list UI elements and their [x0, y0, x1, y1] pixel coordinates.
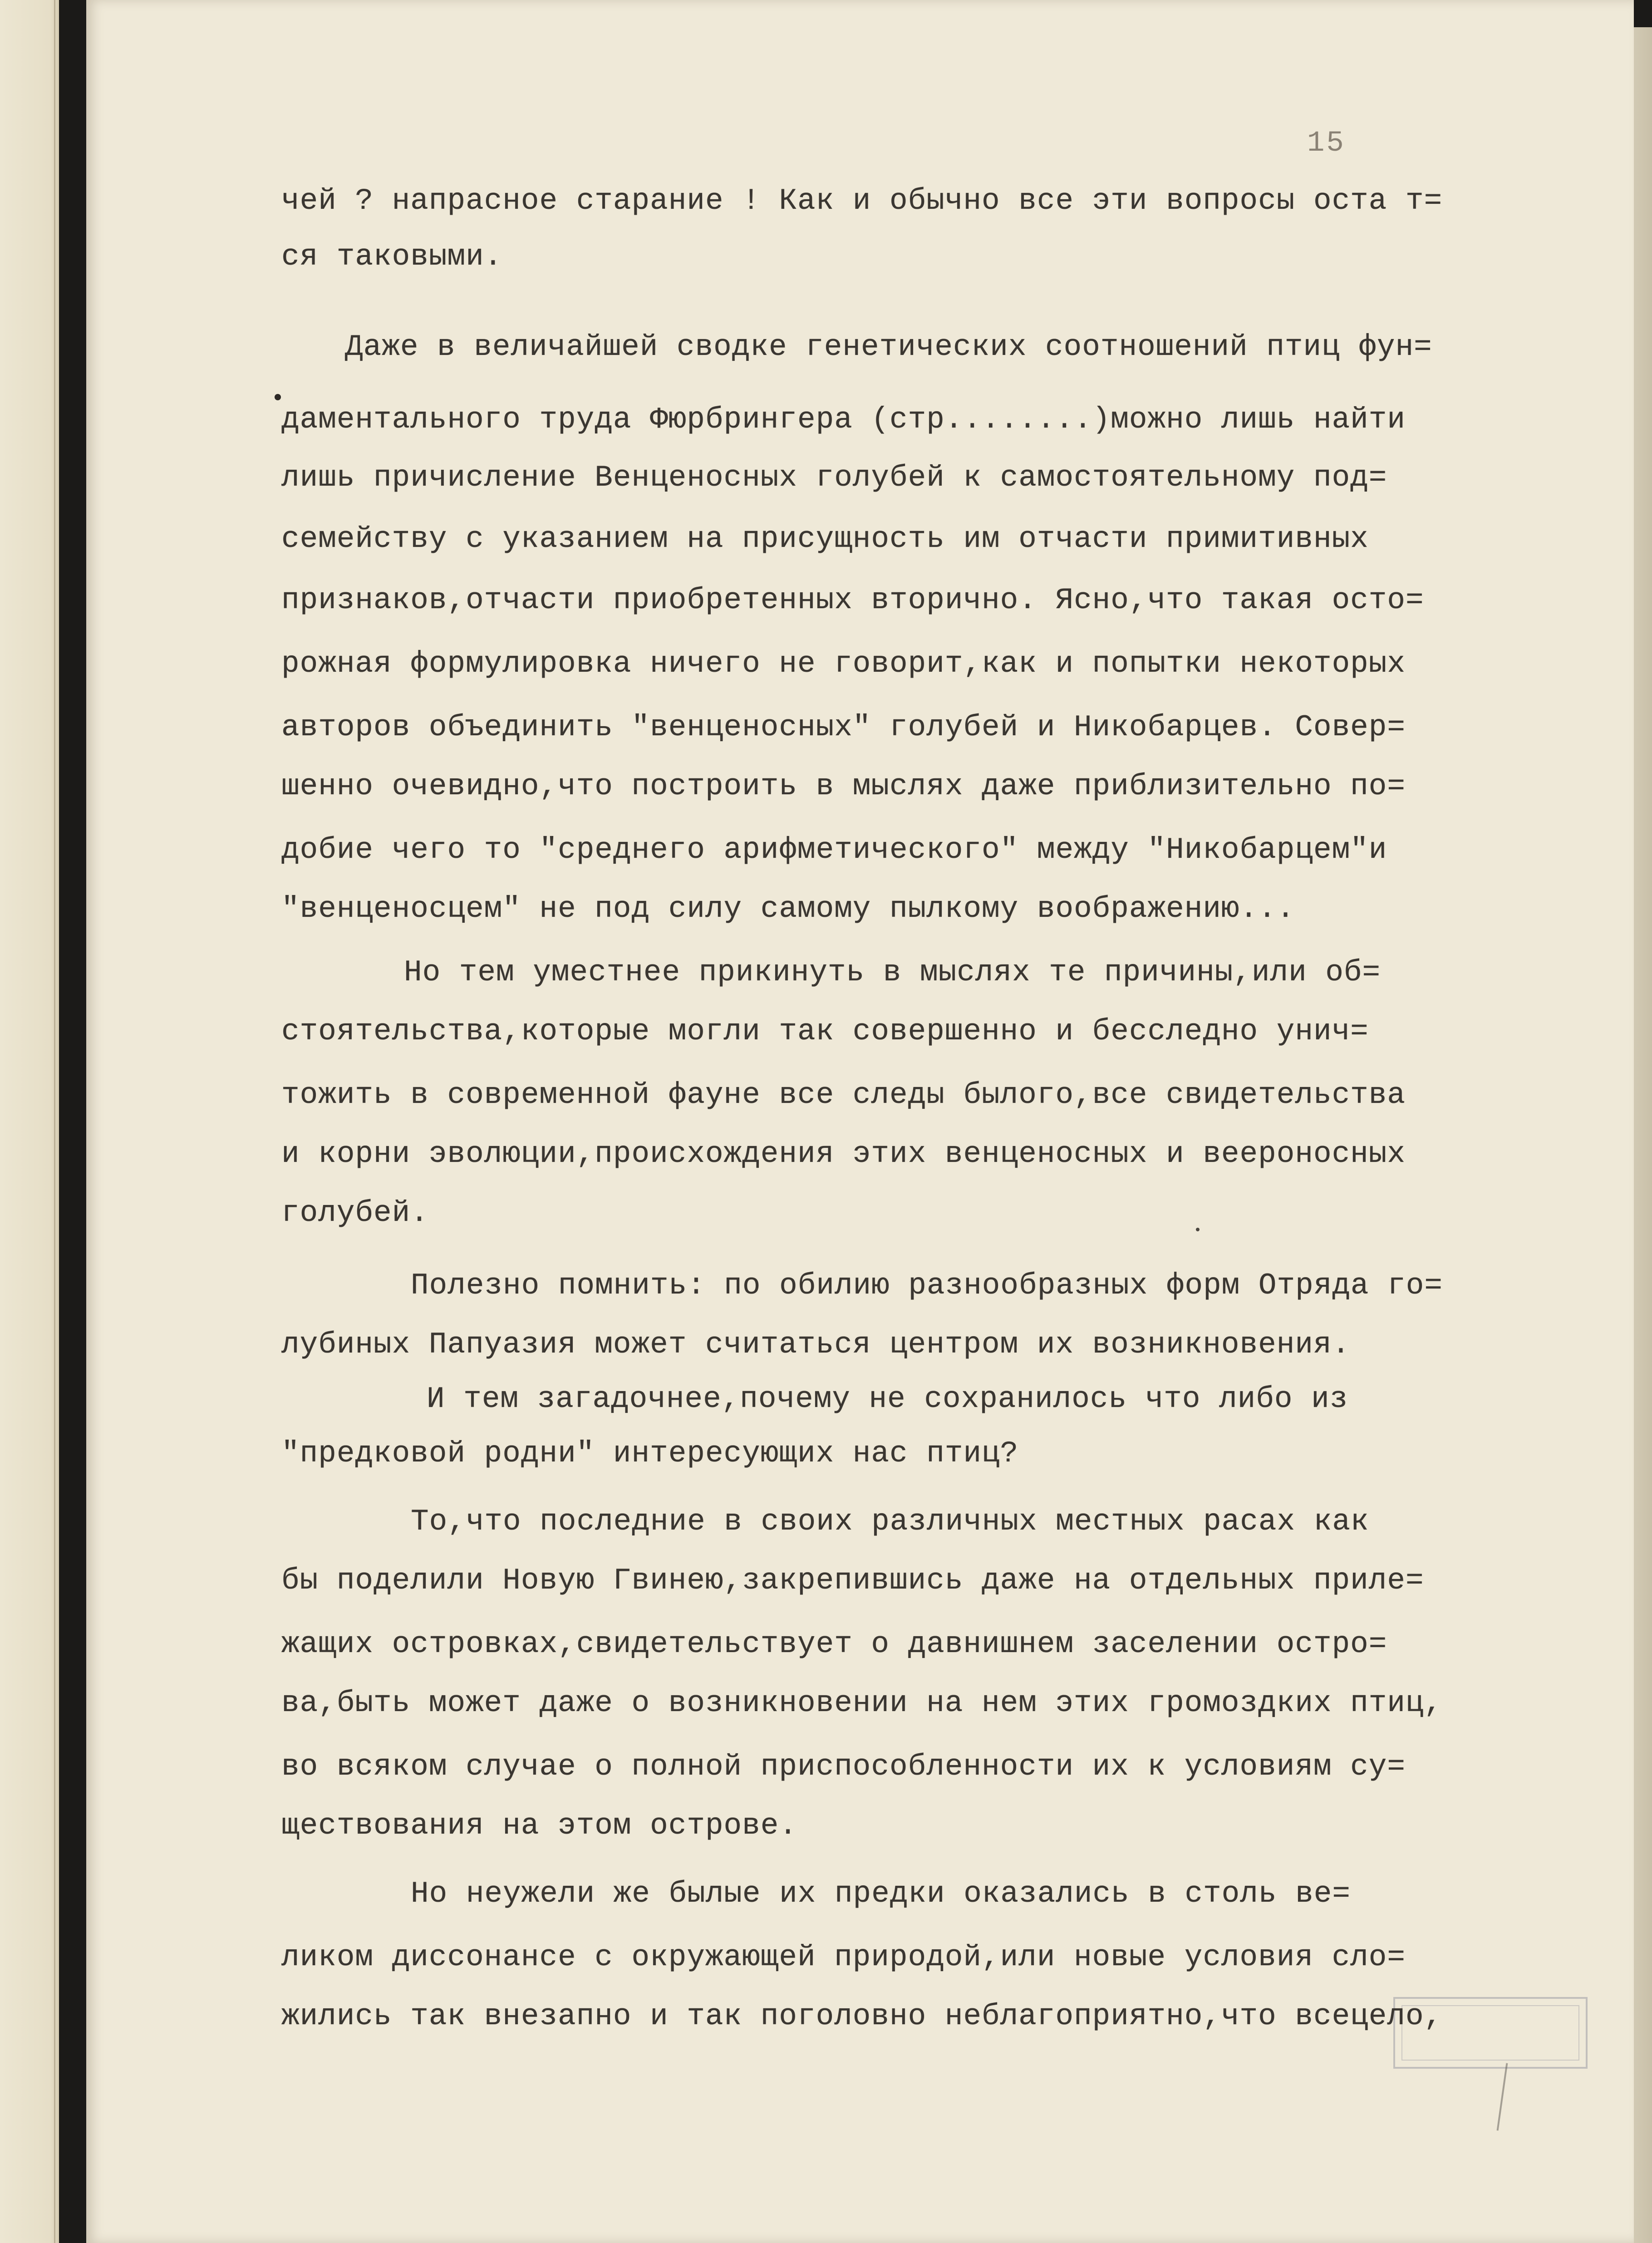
- text-line: Но неужели же былые их предки оказались в столь ве=: [411, 1877, 1351, 1911]
- text-line: рожная формулировка ничего не говорит,как и попытки некоторых: [281, 647, 1406, 681]
- ink-dot-small: [1196, 1228, 1200, 1231]
- text-line: И тем загадочнее,почему не сохранилось что либо из: [427, 1382, 1348, 1416]
- text-line: Полезно помнить: по обилию разнообразных форм Отряда го=: [411, 1269, 1443, 1303]
- text-line: стоятельства,которые могли так совершенно и бесследно унич=: [281, 1014, 1369, 1048]
- text-line: жащих островках,свидетельствует о давнишнем заселении остро=: [281, 1627, 1387, 1661]
- text-line: добие чего то "среднего арифметического" между "Никобарцем"и: [281, 833, 1387, 867]
- text-line: ликом диссонансе с окружающей природой,или новые условия сло=: [281, 1940, 1406, 1974]
- adjacent-page-edge: [0, 0, 59, 2243]
- text-line: даментального труда Фюрбрингера (стр........)можно лишь найти: [281, 403, 1406, 437]
- text-line: лубиных Папуазия может считаться центром их возникновения.: [281, 1328, 1351, 1362]
- text-line: жились так внезапно и так поголовно неблагоприятно,что всецело,: [281, 1999, 1443, 2033]
- text-line: "венценосцем" не под силу самому пылкому воображению...: [281, 892, 1295, 926]
- text-line: "предковой родни" интересующих нас птиц?: [281, 1436, 1019, 1471]
- text-line: шенно очевидно,что построить в мыслях даже приблизительно по=: [281, 769, 1406, 803]
- text-line: во всяком случае о полной приспособленности их к условиям су=: [281, 1750, 1406, 1784]
- text-line: признаков,отчасти приобретенных вторично. Ясно,что такая осто=: [281, 583, 1424, 617]
- text-line: ва,быть может даже о возникновении на нем этих громоздких птиц,: [281, 1686, 1443, 1720]
- text-line: и корни эволюции,происхождения этих венценосных и веероносных: [281, 1137, 1406, 1171]
- text-line: бы поделили Новую Гвинею,закрепившись даже на отдельных приле=: [281, 1564, 1424, 1598]
- text-line: То,что последние в своих различных местных расах как: [411, 1505, 1369, 1539]
- text-line: Даже в величайшей сводке генетических соотношений птиц фун=: [345, 330, 1432, 364]
- text-line: тожить в современной фауне все следы былого,все свидетельства: [281, 1078, 1406, 1112]
- text-line: ществования на этом острове.: [281, 1809, 797, 1843]
- pencil-mark: [1497, 2063, 1508, 2130]
- text-line: авторов объединить "венценосных" голубей и Никобарцев. Совер=: [281, 710, 1406, 744]
- page-number: 15: [1307, 127, 1346, 160]
- text-line: лишь причисление Венценосных голубей к самостоятельному под=: [281, 461, 1387, 495]
- text-line: голубей.: [281, 1196, 429, 1230]
- text-line: чей ? напрасное старание ! Как и обычно все эти вопросы оста т=: [281, 184, 1443, 218]
- text-line: Но тем уместнее прикинуть в мыслях те причины,или об=: [404, 955, 1381, 989]
- text-line: ся таковыми.: [281, 240, 503, 274]
- ink-dot: [275, 394, 281, 400]
- text-line: семейству с указанием на присущность им отчасти примитивных: [281, 522, 1369, 556]
